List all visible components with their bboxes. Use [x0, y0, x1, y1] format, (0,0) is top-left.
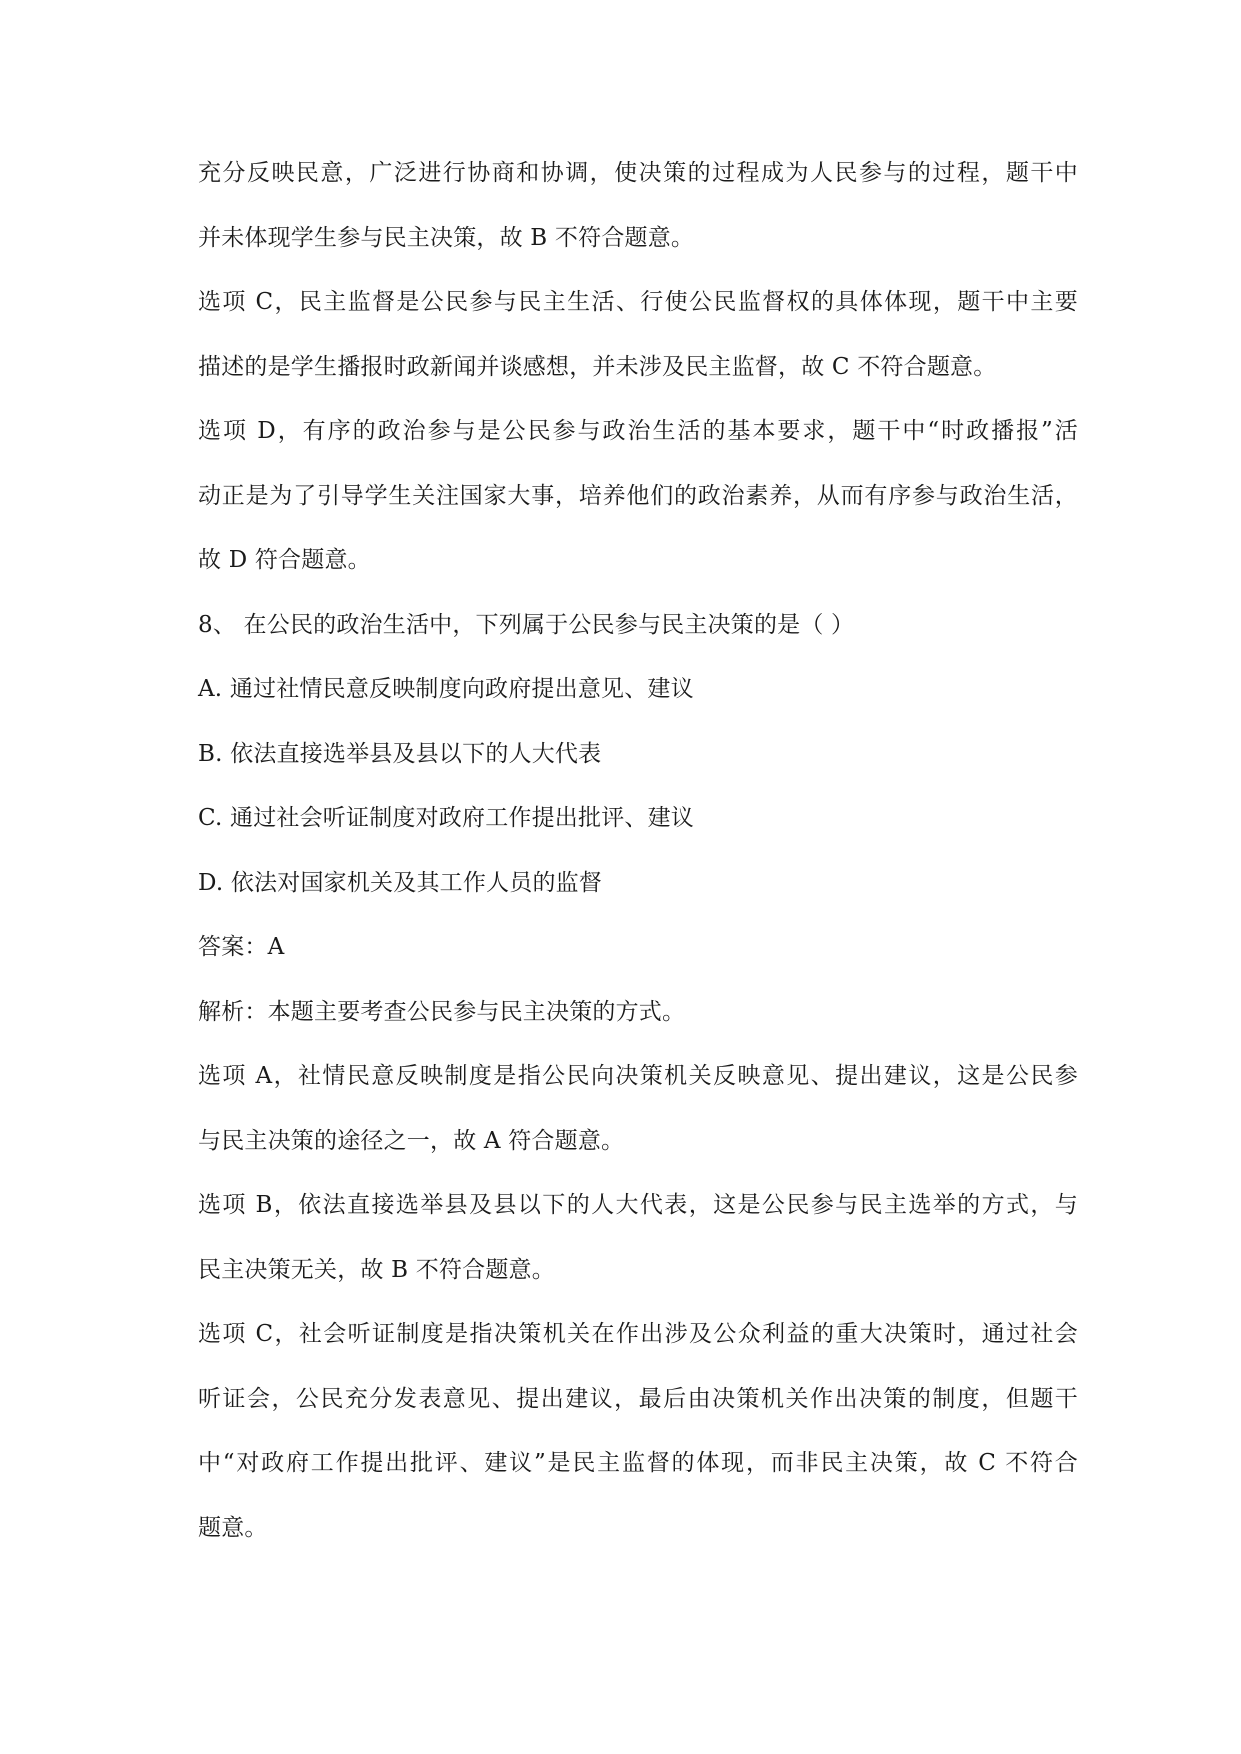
text-line-21: 中“对政府工作提出批评、建议”是民主监督的体现，而非民主决策，故 C 不符合 — [198, 1450, 1078, 1476]
text-line-17: 选项 B，依法直接选举县及县以下的人大代表，这是公民参与民主选举的方式，与 — [198, 1192, 1078, 1218]
text-line-1: 充分反映民意，广泛进行协商和协调，使决策的过程成为人民参与的过程，题干中 — [198, 160, 1078, 186]
question-8: 8、 在公民的政治生活中，下列属于公民参与民主决策的是（ ） — [198, 611, 855, 638]
answer: 答案：A — [198, 934, 285, 960]
text-line-20: 听证会，公民充分发表意见、提出建议，最后由决策机关作出决策的制度，但题干 — [198, 1385, 1078, 1412]
text-line-5: 选项 D，有序的政治参与是公民参与政治生活的基本要求，题干中“时政播报”活 — [198, 418, 1078, 444]
option-c: C. 通过社会听证制度对政府工作提出批评、建议 — [198, 805, 695, 831]
option-b: B. 依法直接选举县及县以下的人大代表 — [198, 740, 602, 767]
analysis-intro: 解析：本题主要考查公民参与民主决策的方式。 — [198, 998, 686, 1025]
text-line-19: 选项 C，社会听证制度是指决策机关在作出涉及公众利益的重大决策时，通过社会 — [198, 1321, 1078, 1347]
option-a: A. 通过社情民意反映制度向政府提出意见、建议 — [198, 676, 694, 702]
text-line-18: 民主决策无关，故 B 不符合题意。 — [198, 1256, 555, 1283]
option-d: D. 依法对国家机关及其工作人员的监督 — [198, 869, 603, 896]
text-line-4: 描述的是学生播报时政新闻并谈感想，并未涉及民主监督，故 C 不符合题意。 — [198, 353, 997, 380]
text-line-22: 题意。 — [198, 1514, 268, 1541]
document-body — [198, 141, 1078, 1560]
text-line-3: 选项 C，民主监督是公民参与民主生活、行使公民监督权的具体体现，题干中主要 — [198, 289, 1078, 315]
text-line-2: 并未体现学生参与民主决策，故 B 不符合题意。 — [198, 224, 695, 251]
text-line-6: 动正是为了引导学生关注国家大事，培养他们的政治素养，从而有序参与政治生活， — [198, 482, 1078, 509]
text-line-16: 与民主决策的途径之一，故 A 符合题意。 — [198, 1127, 625, 1154]
text-line-7: 故 D 符合题意。 — [198, 547, 371, 573]
text-line-15: 选项 A，社情民意反映制度是指公民向决策机关反映意见、提出建议，这是公民参 — [198, 1063, 1078, 1089]
